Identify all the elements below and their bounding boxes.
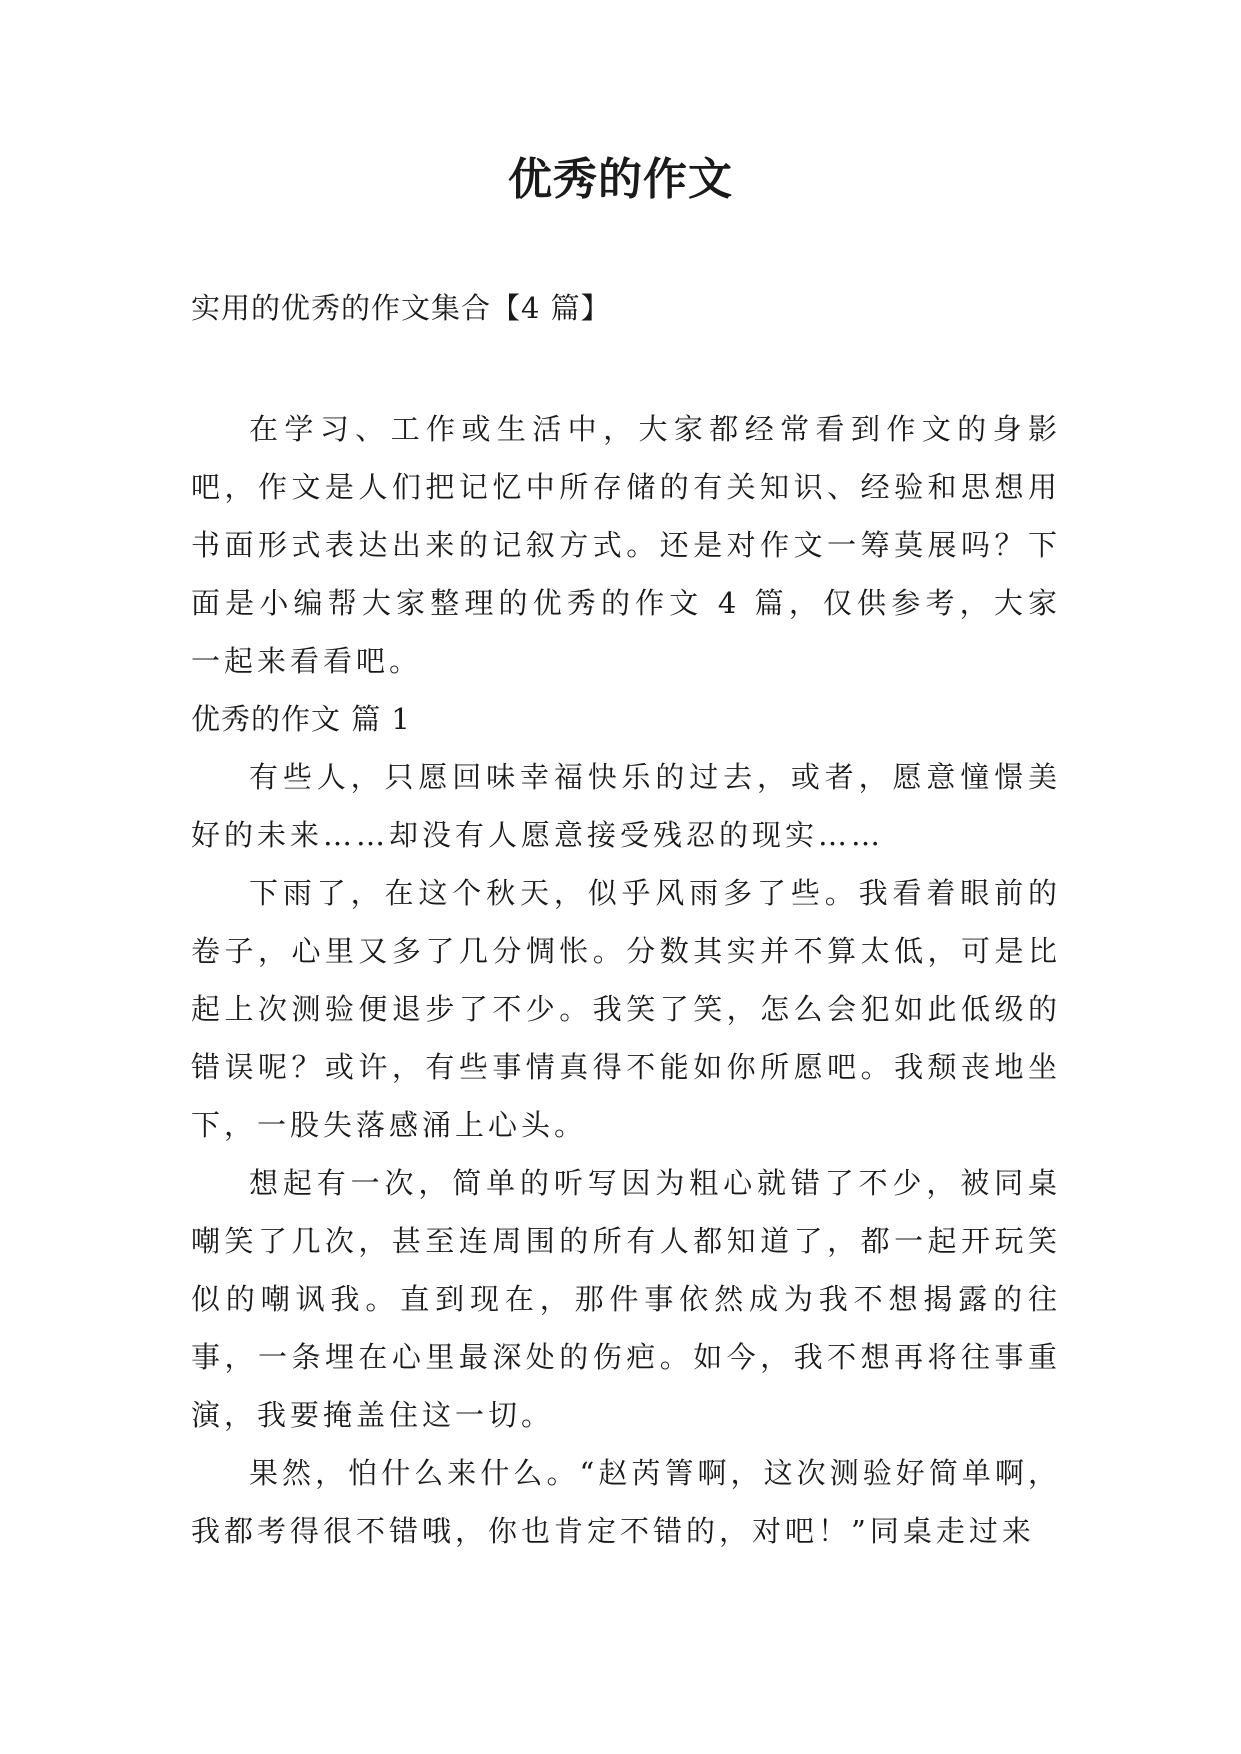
document-title: 优秀的作文: [508, 154, 733, 205]
intro-paragraph: 在学习、工作或生活中，大家都经常看到作文的身影吧，作文是人们把记忆中所存储的有关知识、经验和思想用书面形式表达出来的记叙方式。还是对作文一筹莫展吗？下面是小编帮大家整理的优秀的作文 4 篇，仅供参考，大家一起来看看吧。: [191, 412, 1061, 678]
body-paragraph: 下雨了，在这个秋天，似乎风雨多了些。我看着眼前的卷子，心里又多了几分惆怅。分数其实并不算太低，可是比起上次测验便退步了不少。我笑了笑，怎么会犯如此低级的错误呢？或许，有些事情真得不能如你所愿吧。我颓丧地坐下，一股失落感涌上心头。: [191, 876, 1061, 1142]
section-heading: 优秀的作文 篇 1: [191, 702, 411, 736]
body-paragraph: 果然，怕什么来什么。“赵芮箐啊，这次测验好简单啊，我都考得很不错哦，你也肯定不错的，对吧！”同桌走过来: [191, 1456, 1061, 1548]
document-body: [191, 400, 1061, 1560]
body-paragraph: 有些人，只愿回味幸福快乐的过去，或者，愿意憧憬美好的未来……却没有人愿意接受残忍的现实……: [191, 760, 1061, 852]
body-paragraph: 想起有一次，简单的听写因为粗心就错了不少，被同桌嘲笑了几次，甚至连周围的所有人都知道了，都一起开玩笑似的嘲讽我。直到现在，那件事依然成为我不想揭露的往事，一条埋在心里最深处的伤疤。如今，我不想再将往事重演，我要掩盖住这一切。: [191, 1166, 1061, 1432]
document-subtitle: 实用的优秀的作文集合【4 篇】: [191, 291, 611, 325]
